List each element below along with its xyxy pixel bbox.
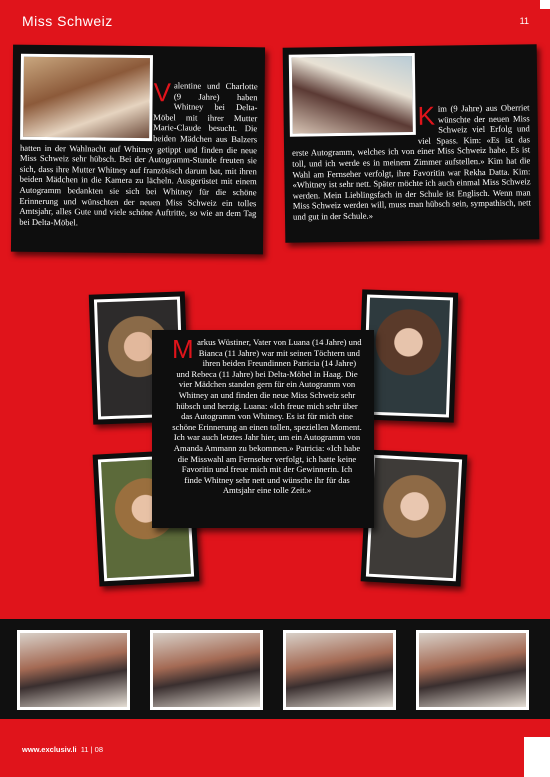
portrait-rebeca: [366, 455, 462, 582]
drop-cap: V: [153, 77, 172, 108]
strip-photo-3: [283, 630, 396, 710]
page-fold-corner: [524, 737, 550, 777]
drop-cap: M: [172, 334, 194, 364]
white-corner-tab: [540, 0, 550, 9]
story-text-valentine: Valentine und Charlotte (9 Jahre) haben Whitney bei Delta-Möbel mit ihrer Mutter Marie-Claude besucht. Die beiden Mädchen aus Balzers hatten in der Wahlnacht auf Whitney getippt und finden die neue Miss Schweiz sehr hübsch. Bei der Autogramm-Stunde freuten sie sich, dass ihre Mutter Whitney auf französisch darum bat, mit ihren beiden Mädchen in die Kamera zu lächeln. Ausgerüstet mit einem Autogramm bedankten sie sich bei Whitney für die schöne Erinnerung und wünschten der neuen Miss Schweiz ein tolles Amtsjahr, alles Gute und viele schöne Auftritte, so wie an dem Tag bei Delta-Möbel.: [19, 77, 258, 228]
story-text-kim: Kim (9 Jahre) aus Oberriet wünschte der neuen Miss Schweiz viel Erfolg und viel Spass. Kim: «Es ist das erste Autogramm, welches ich von einer Miss Schweiz habe. Es ist toll, und ich werde es in meinem Zimmer aufstellen.» Kim hat die Wahl am Fernseher verfolgt, ihre Favoritin war Rekha Datta. Kim: «Whitney ist sehr nett. Später möchte ich auch einmal Miss Schweiz werden. Mein Lieblingsfach in der Schule ist Englisch. Wenn man Miss Schweiz werden will, muss man hübsch sein, sympathisch, nett und gut in der Schule.»: [292, 100, 531, 222]
drop-cap: K: [417, 100, 436, 131]
strip-photo-4: [416, 630, 529, 710]
footer-url: www.exclusiv.li: [22, 745, 77, 754]
story-card-markus: [152, 330, 374, 528]
story-text-markus: Markus Wüstiner, Vater von Luana (14 Jahre) und Bianca (11 Jahre) war mit seinen Töchtern und ihren beiden Freundinnen Patricia (14 Jahre) und Rebeca (11 Jahre) bei Delta-Möbel in Haag. Die vier Mädchen standen gern für ein Autogramm von Whitney an und finden die neue Miss Schweiz sehr hübsch und herzig. Luana: «Ich freue mich sehr über das Autogramm von Whitney. Es ist für mich eine schöne Erinnerung an einen tollen, speziellen Moment. Ich war auch letztes Jahr hier, um ein Autogramm von Amanda Ammann zu bekommen.» Patricia: «Ich habe die Misswahl am Fernseher verfolgt, ich hatte keine Favoritin und freue mich mit der Gewinnerin. Ich finde Whitney sehr nett und wünsche ihr für das Amtsjahr eine tolle Zeit.»: [172, 334, 362, 496]
footer: [22, 745, 103, 754]
section-title: Miss Schweiz: [22, 13, 113, 29]
page-number: 11: [519, 16, 529, 26]
portrait-bianca: [363, 295, 453, 418]
photo-strip: [0, 619, 550, 719]
footer-issue: 11 | 08: [80, 745, 104, 754]
portrait-rebeca-frame: [361, 449, 468, 586]
strip-photo-1: [17, 630, 130, 710]
strip-photo-2: [150, 630, 263, 710]
story-card-valentine: [11, 45, 265, 255]
story-card-kim: [283, 44, 540, 243]
